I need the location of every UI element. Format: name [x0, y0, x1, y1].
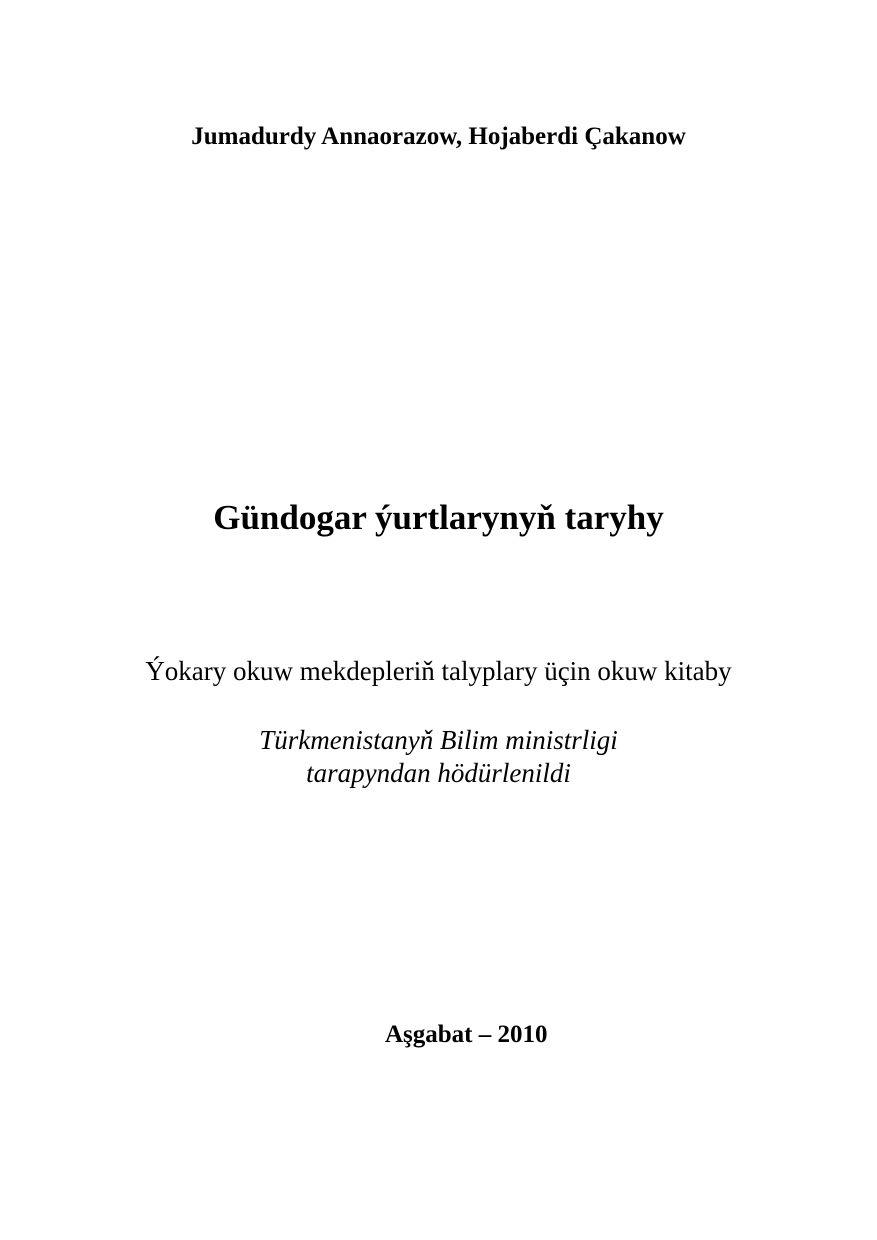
book-title: Gündogar ýurtlarynyň taryhy: [213, 498, 664, 537]
place-and-year: Aşgabat – 2010: [385, 1021, 548, 1048]
approval-line-1: Türkmenistanyň Bilim ministrligi: [259, 725, 618, 755]
book-subtitle: Ýokary okuw mekdepleriň talyplary üçin okuw kitaby: [145, 656, 732, 686]
authors: Jumadurdy Annaorazow, Hojaberdi Çakanow: [191, 123, 686, 150]
approval-line-2: tarapyndan hödürlenildi: [306, 758, 571, 788]
